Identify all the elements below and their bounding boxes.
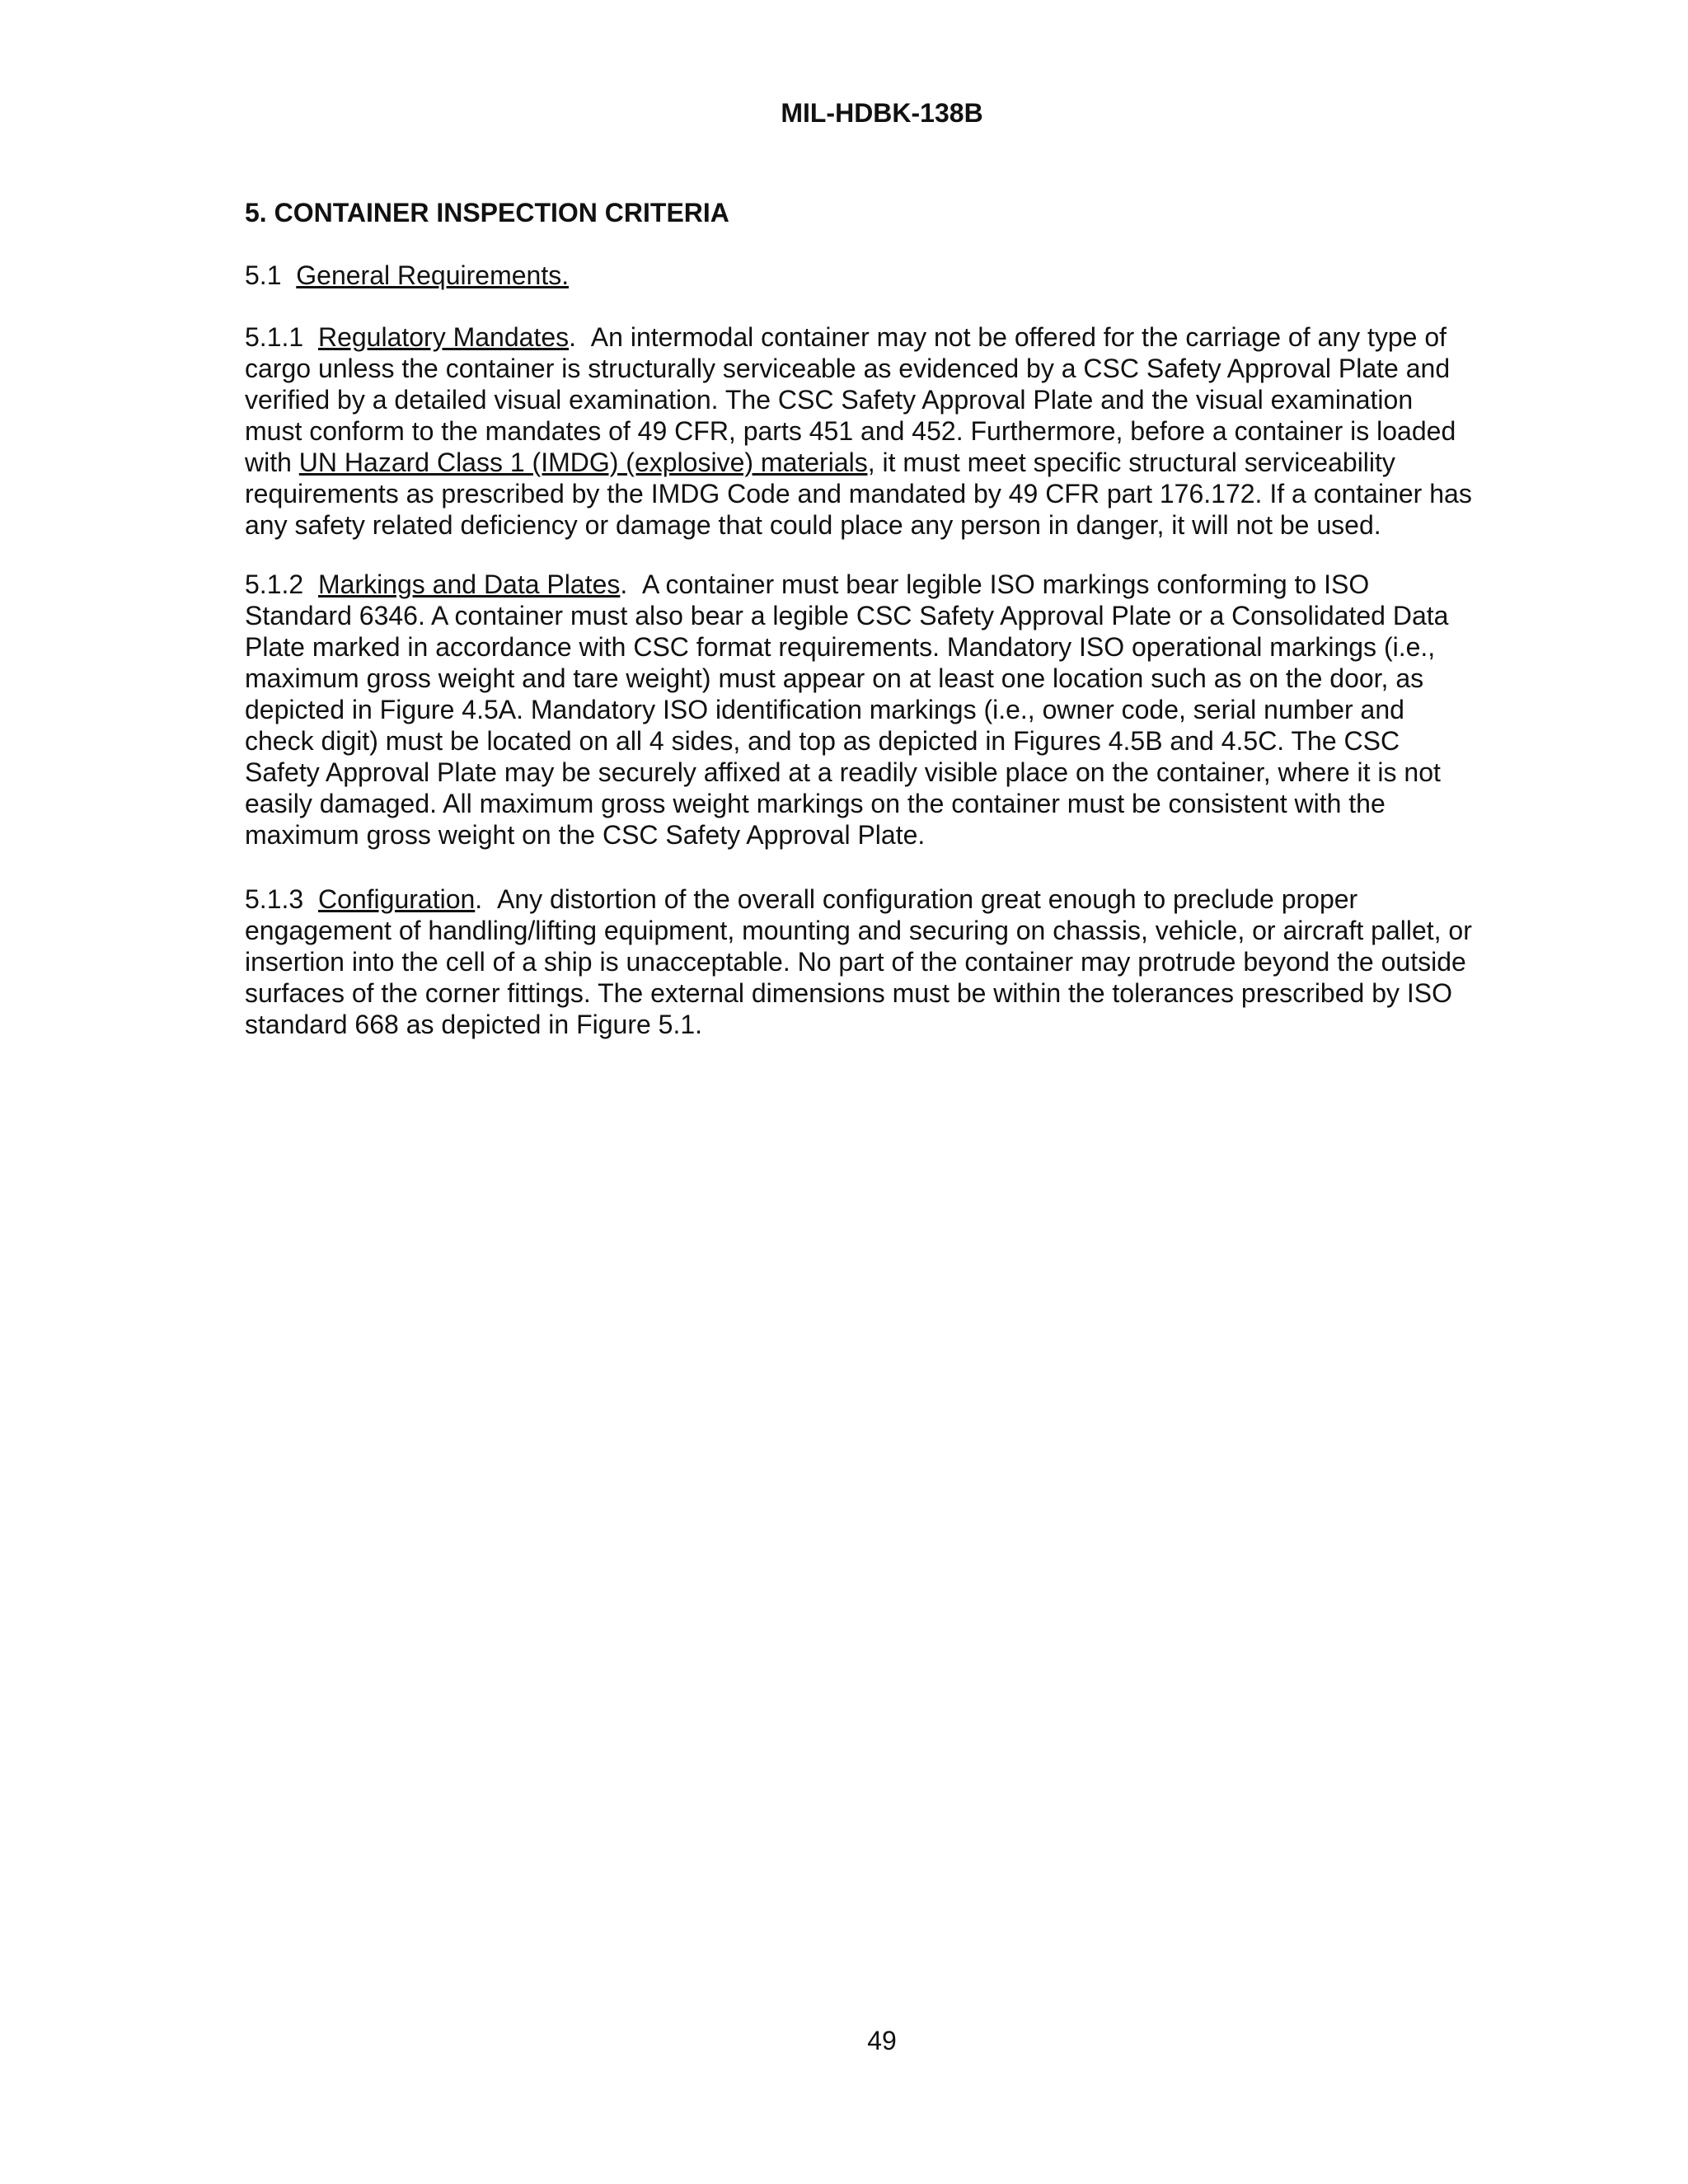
paragraph-line: requirements as prescribed by the IMDG Code and mandated by 49 CFR part 176.172. If a container has — [245, 479, 1472, 509]
paragraph-line: any safety related deficiency or damage that could place any person in danger, it will not be used. — [245, 510, 1381, 540]
paragraph-line: cargo unless the container is structurally serviceable as evidenced by a CSC Safety Approval Plate and — [245, 354, 1451, 383]
heading-punctuation: . — [475, 884, 483, 914]
paragraph-text: with — [245, 448, 292, 477]
paragraph-number: 5.1.3 — [245, 884, 304, 914]
paragraph-line: maximum gross weight and tare weight) must appear on at least one location such as on the door, as — [245, 663, 1424, 693]
paragraph-markings-data-plates — [245, 569, 1514, 851]
paragraph-line: standard 668 as depicted in Figure 5.1. — [245, 1010, 703, 1039]
paragraph-text: An intermodal container may not be offered for the carriage of any type of — [590, 322, 1447, 352]
paragraph-text: Any distortion of the overall configuration great enough to preclude proper — [496, 884, 1358, 914]
paragraph-line: check digit) must be located on all 4 sides, and top as depicted in Figures 4.5B and 4.5C. The CSC — [245, 726, 1400, 756]
hazard-class-reference: UN Hazard Class 1 (IMDG) (explosive) materials, — [298, 448, 875, 477]
paragraph-line — [245, 569, 1514, 600]
paragraph-line: verified by a detailed visual examination. The CSC Safety Approval Plate and the visual examination — [245, 385, 1414, 415]
heading-punctuation: . — [569, 322, 577, 352]
paragraph-heading: Regulatory Mandates — [317, 322, 570, 352]
paragraph-line: maximum gross weight on the CSC Safety Approval Plate. — [245, 820, 926, 850]
heading-punctuation: . — [620, 569, 628, 599]
paragraph-line: surfaces of the corner fittings. The external dimensions must be within the tolerances prescribed by ISO — [245, 978, 1453, 1008]
paragraph-line: Plate marked in accordance with CSC format requirements. Mandatory ISO operational markings (i.e., — [245, 632, 1436, 662]
subsection-title: General Requirements. — [296, 260, 570, 290]
paragraph-line — [245, 883, 1514, 915]
subsection-heading — [245, 259, 569, 292]
paragraph-line: Standard 6346. A container must also bear a legible CSC Safety Approval Plate or a Consolidated Data — [245, 601, 1449, 630]
page-number: 49 — [867, 2026, 897, 2055]
paragraph-text: A container must bear legible ISO markings conforming to ISO — [642, 569, 1370, 599]
paragraph-line: must conform to the mandates of 49 CFR, parts 451 and 452. Furthermore, before a container is loaded — [245, 416, 1456, 446]
section-title: 5. CONTAINER INSPECTION CRITERIA — [245, 198, 729, 227]
paragraph-text: it must meet specific structural serviceability — [882, 448, 1395, 477]
paragraph-line: Safety Approval Plate may be securely affixed at a readily visible place on the container, where it is not — [245, 757, 1441, 787]
paragraph-line — [245, 447, 1514, 478]
paragraph-line: insertion into the cell of a ship is unacceptable. No part of the container may protrude beyond the outside — [245, 947, 1466, 977]
paragraph-heading: Configuration — [317, 884, 476, 914]
paragraph-line — [245, 321, 1514, 353]
document-id-header: MIL-HDBK-138B — [781, 98, 983, 128]
paragraph-line: depicted in Figure 4.5A. Mandatory ISO identification markings (i.e., owner code, serial number and — [245, 695, 1404, 724]
paragraph-line: engagement of handling/lifting equipment, mounting and securing on chassis, vehicle, or aircraft pallet, or — [245, 916, 1472, 945]
subsection-number: 5.1 — [245, 260, 282, 290]
paragraph-number: 5.1.1 — [245, 322, 304, 352]
paragraph-number: 5.1.2 — [245, 569, 304, 599]
paragraph-heading: Markings and Data Plates — [317, 569, 621, 599]
paragraph-line: easily damaged. All maximum gross weight markings on the container must be consistent with the — [245, 789, 1386, 818]
paragraph-regulatory-mandates — [245, 321, 1514, 541]
paragraph-configuration — [245, 883, 1514, 1040]
